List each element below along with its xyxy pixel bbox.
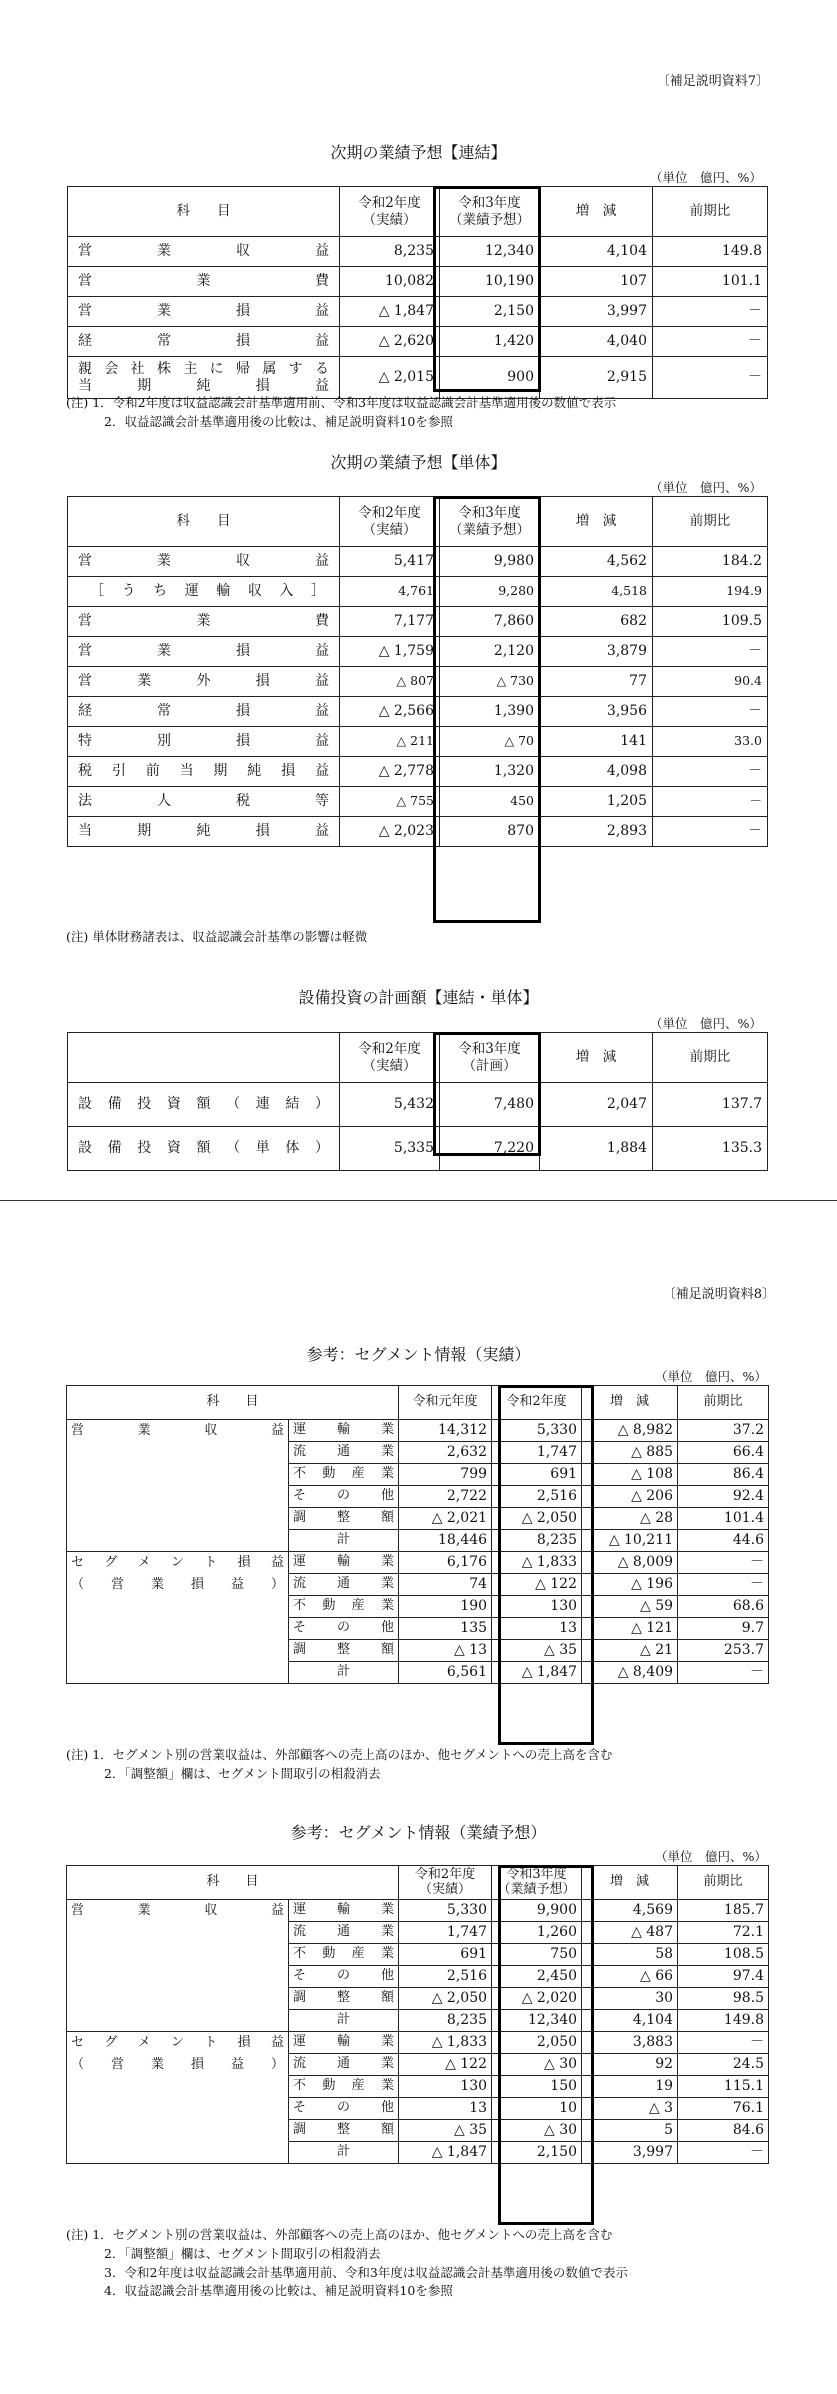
cell-value: △ 3	[582, 2098, 678, 2120]
cell-value: －	[678, 2032, 769, 2054]
table-row	[68, 297, 768, 327]
row-label: 営業収益	[68, 237, 340, 267]
cell-value: 2,150	[492, 2142, 582, 2164]
cell-value: 13	[399, 2098, 492, 2120]
cell-value: 682	[540, 607, 653, 637]
cell-value: 68.6	[678, 1596, 769, 1618]
cell-value: 77	[540, 667, 653, 697]
unit-label: （単位 億円、%）	[650, 1016, 762, 1031]
cell-value: △ 1,833	[492, 1552, 582, 1574]
cell-value: △ 8,009	[582, 1552, 678, 1574]
column-header: 令和2年度 （実績）	[340, 1033, 440, 1083]
cell-value: 4,562	[540, 547, 653, 577]
header-row	[68, 187, 768, 237]
group-label-line: セグメント損益	[71, 2035, 284, 2050]
cell-value: 3,879	[540, 637, 653, 667]
segment-label: 流通業	[289, 2054, 399, 2076]
capex-title: 設備投資の計画額【連結・単体】	[298, 988, 539, 1007]
column-header: 令和元年度	[399, 1386, 492, 1420]
segment-label: その他	[289, 1618, 399, 1640]
cell-value: △ 30	[492, 2120, 582, 2142]
cell-value: △ 59	[582, 1596, 678, 1618]
cell-value: 194.9	[653, 577, 768, 607]
table-row	[68, 637, 768, 667]
group-label	[67, 1420, 289, 1552]
cell-value: 1,884	[540, 1127, 653, 1171]
column-header: 令和2年度 （実績）	[340, 497, 440, 547]
cell-value: 19	[582, 2076, 678, 2098]
cell-value: 33.0	[653, 727, 768, 757]
cell-value: 7,220	[440, 1127, 540, 1171]
cell-value: 9,280	[440, 577, 540, 607]
cell-value: △ 196	[582, 1574, 678, 1596]
cell-value: 2,047	[540, 1083, 653, 1127]
table-row	[68, 787, 768, 817]
cell-value: 2,120	[440, 637, 540, 667]
table-row	[67, 1420, 769, 1442]
cell-value: △ 1,847	[492, 1662, 582, 1684]
segment-label: 調整額	[289, 1640, 399, 1662]
row-label: 営業損益	[68, 297, 340, 327]
cell-value: 9.7	[678, 1618, 769, 1640]
cell-value: 691	[492, 1464, 582, 1486]
segment-label: 流通業	[289, 1442, 399, 1464]
cell-value: △ 121	[582, 1618, 678, 1640]
cell-value: 137.7	[653, 1083, 768, 1127]
cell-value: －	[653, 357, 768, 399]
cell-value: 4,040	[540, 327, 653, 357]
cell-value: 30	[582, 1988, 678, 2010]
cell-value: △ 2,023	[340, 817, 440, 847]
segment-label: 運輸業	[289, 1900, 399, 1922]
cell-value: 1,205	[540, 787, 653, 817]
cell-value: 7,177	[340, 607, 440, 637]
cell-value: △ 8,982	[582, 1420, 678, 1442]
segment-label: 運輸業	[289, 2032, 399, 2054]
table-row	[68, 327, 768, 357]
cell-value: 5	[582, 2120, 678, 2142]
row-label: 法人税等	[68, 787, 340, 817]
group-label	[67, 1552, 289, 1684]
table-row	[68, 817, 768, 847]
cell-value: 253.7	[678, 1640, 769, 1662]
cell-value: 109.5	[653, 607, 768, 637]
table-row	[68, 357, 768, 399]
cell-value: 24.5	[678, 2054, 769, 2076]
cell-value: 870	[440, 817, 540, 847]
segment-label: 調整額	[289, 1988, 399, 2010]
cell-value: 12,340	[440, 237, 540, 267]
unit-label: （単位 億円、%）	[650, 480, 762, 495]
column-header: 前期比	[653, 1033, 768, 1083]
table-row	[68, 697, 768, 727]
table-row	[68, 667, 768, 697]
segment-actual-notes	[66, 1746, 612, 1784]
cell-value: 130	[492, 1596, 582, 1618]
column-header: 令和3年度 （計画）	[440, 1033, 540, 1083]
row-label-line: 親会社株主に帰属する	[78, 361, 329, 378]
cell-value: 9,980	[440, 547, 540, 577]
column-header: 増 減	[540, 497, 653, 547]
note-line: 2．「調整額」欄は、セグメント間取引の相殺消去	[104, 1765, 381, 1781]
row-label: ［うち運輸収入］	[68, 577, 340, 607]
cell-value: △ 807	[340, 667, 440, 697]
cell-value: －	[653, 817, 768, 847]
column-header: 増 減	[582, 1866, 678, 1900]
cell-value: 5,335	[340, 1127, 440, 1171]
segment-label: 流通業	[289, 1574, 399, 1596]
group-label-line: 営業収益	[71, 1903, 284, 1918]
cell-value: 101.4	[678, 1508, 769, 1530]
cell-value: 101.1	[653, 267, 768, 297]
cell-value: 4,761	[340, 577, 440, 607]
supplement-label: 〔補足説明資料8〕	[662, 1287, 775, 1302]
cell-value: △ 211	[340, 727, 440, 757]
cell-value: 141	[540, 727, 653, 757]
cell-value: △ 30	[492, 2054, 582, 2076]
header-row	[67, 1386, 769, 1420]
consolidated-title: 次期の業績予想【連結】	[330, 143, 507, 162]
column-header: 前期比	[678, 1866, 769, 1900]
page-separator	[0, 1200, 837, 1201]
segment-actual-table	[66, 1385, 769, 1684]
cell-value: 2,893	[540, 817, 653, 847]
cell-value: 8,235	[492, 1530, 582, 1552]
cell-value: －	[678, 1662, 769, 1684]
cell-value: －	[678, 1574, 769, 1596]
cell-value: 2,722	[399, 1486, 492, 1508]
segment-label: 流通業	[289, 1922, 399, 1944]
cell-value: 135	[399, 1618, 492, 1640]
segment-forecast-notes	[66, 2226, 628, 2301]
cell-value: 92	[582, 2054, 678, 2076]
cell-value: 5,330	[492, 1420, 582, 1442]
cell-value: －	[678, 1552, 769, 1574]
cell-value: 10,082	[340, 267, 440, 297]
note-line: 4．収益認識会計基準適用後の比較は、補足説明資料10を参照	[104, 2283, 453, 2299]
cell-value: △ 1,847	[340, 297, 440, 327]
cell-value: △ 28	[582, 1508, 678, 1530]
cell-value: △ 487	[582, 1922, 678, 1944]
cell-value: 8,235	[399, 2010, 492, 2032]
cell-value: 44.6	[678, 1530, 769, 1552]
column-header: 令和3年度 （業績予想）	[440, 497, 540, 547]
column-header: 令和2年度 （実績）	[340, 187, 440, 237]
group-label-line: 営業収益	[71, 1423, 284, 1438]
row-label: 税引前当期純損益	[68, 757, 340, 787]
supplement-label: 〔補足説明資料7〕	[656, 74, 769, 89]
standalone-title: 次期の業績予想【単体】	[330, 453, 507, 472]
note-line: (注) 1．令和2年度は収益認識会計基準適用前、令和3年度は収益認識会計基準適用後の数値で表示	[66, 395, 617, 410]
note-line: (注) 1．セグメント別の営業収益は、外部顧客への売上高のほか、他セグメントへの売上高を含む	[66, 1747, 613, 1762]
row-label: 経常損益	[68, 697, 340, 727]
row-label: 経常損益	[68, 327, 340, 357]
cell-value: 7,480	[440, 1083, 540, 1127]
column-header: 増 減	[540, 1033, 653, 1083]
column-header: 前期比	[653, 187, 768, 237]
cell-value: 7,860	[440, 607, 540, 637]
cell-value: 98.5	[678, 1988, 769, 2010]
cell-value: －	[653, 297, 768, 327]
row-label-line: 当期純損益	[78, 377, 329, 394]
table-row	[68, 267, 768, 297]
segment-forecast-title: 参考：セグメント情報（業績予想）	[290, 1823, 547, 1842]
cell-value: 2,450	[492, 1966, 582, 1988]
segment-label: 不動産業	[289, 2076, 399, 2098]
segment-label: その他	[289, 2098, 399, 2120]
cell-value: 76.1	[678, 2098, 769, 2120]
segment-label: 運輸業	[289, 1552, 399, 1574]
cell-value: 2,050	[492, 2032, 582, 2054]
cell-value: 74	[399, 1574, 492, 1596]
column-header: 科 目	[68, 497, 340, 547]
note-line: (注) 単体財務諸表は、収益認識会計基準の影響は軽微	[66, 929, 368, 944]
segment-label: その他	[289, 1486, 399, 1508]
cell-value: 72.1	[678, 1922, 769, 1944]
cell-value: 750	[492, 1944, 582, 1966]
cell-value: －	[653, 787, 768, 817]
cell-value: 1,320	[440, 757, 540, 787]
cell-value: △ 108	[582, 1464, 678, 1486]
table-row	[67, 1900, 769, 1922]
cell-value: －	[678, 2142, 769, 2164]
cell-value: △ 1,833	[399, 2032, 492, 2054]
cell-value: △ 122	[492, 1574, 582, 1596]
cell-value: 84.6	[678, 2120, 769, 2142]
cell-value: 149.8	[653, 237, 768, 267]
consolidated-notes	[66, 394, 616, 432]
table-row	[68, 1083, 768, 1127]
column-header: 令和3年度 （業績予想）	[440, 187, 540, 237]
cell-value: 1,747	[492, 1442, 582, 1464]
segment-label: 計	[289, 1530, 399, 1552]
cell-value: 2,516	[399, 1966, 492, 1988]
cell-value: 14,312	[399, 1420, 492, 1442]
group-label-line: セグメント損益	[71, 1555, 284, 1570]
cell-value: 190	[399, 1596, 492, 1618]
table-row	[68, 727, 768, 757]
cell-value: 107	[540, 267, 653, 297]
standalone-notes	[66, 928, 367, 947]
cell-value: 4,104	[540, 237, 653, 267]
cell-value: 115.1	[678, 2076, 769, 2098]
cell-value: 10	[492, 2098, 582, 2120]
table-row	[68, 237, 768, 267]
segment-label: その他	[289, 1966, 399, 1988]
group-label	[67, 1900, 289, 2032]
cell-value: 8,235	[340, 237, 440, 267]
row-label: 特別損益	[68, 727, 340, 757]
cell-value: 5,432	[340, 1083, 440, 1127]
cell-value: 37.2	[678, 1420, 769, 1442]
cell-value: 2,150	[440, 297, 540, 327]
cell-value: 184.2	[653, 547, 768, 577]
cell-value: 108.5	[678, 1944, 769, 1966]
row-label: 営業損益	[68, 637, 340, 667]
cell-value: 4,098	[540, 757, 653, 787]
cell-value: △ 2,021	[399, 1508, 492, 1530]
cell-value: 12,340	[492, 2010, 582, 2032]
cell-value: －	[653, 637, 768, 667]
consolidated-table	[67, 186, 768, 399]
cell-value: △ 1,759	[340, 637, 440, 667]
table-row	[67, 1552, 769, 1574]
cell-value: 2,632	[399, 1442, 492, 1464]
header-row	[68, 1033, 768, 1083]
cell-value: △ 8,409	[582, 1662, 678, 1684]
cell-value: △ 885	[582, 1442, 678, 1464]
table-row	[68, 757, 768, 787]
cell-value: △ 2,050	[492, 1508, 582, 1530]
cell-value: △ 35	[399, 2120, 492, 2142]
cell-value: 2,516	[492, 1486, 582, 1508]
row-label: 設備投資額（単体）	[68, 1127, 340, 1171]
cell-value: 5,417	[340, 547, 440, 577]
header-row	[67, 1866, 769, 1900]
cell-value: △ 21	[582, 1640, 678, 1662]
cell-value: －	[653, 327, 768, 357]
cell-value: 18,446	[399, 1530, 492, 1552]
column-header: 令和2年度	[492, 1386, 582, 1420]
cell-value: 450	[440, 787, 540, 817]
group-label-line: （営業損益）	[71, 1577, 284, 1592]
cell-value: 6,561	[399, 1662, 492, 1684]
cell-value: 185.7	[678, 1900, 769, 1922]
note-line: 3．令和2年度は収益認識会計基準適用前、令和3年度は収益認識会計基準適用後の数値で表示	[104, 2264, 628, 2280]
cell-value: 10,190	[440, 267, 540, 297]
cell-value: △ 2,778	[340, 757, 440, 787]
column-header: 前期比	[678, 1386, 769, 1420]
column-header: 令和2年度 （実績）	[399, 1866, 492, 1900]
cell-value: 691	[399, 1944, 492, 1966]
row-label	[68, 357, 340, 399]
unit-label: （単位 億円、%）	[655, 1849, 767, 1864]
cell-value: 1,390	[440, 697, 540, 727]
cell-value: 13	[492, 1618, 582, 1640]
cell-value: 3,956	[540, 697, 653, 727]
cell-value: △ 2,015	[340, 357, 440, 399]
cell-value: 1,420	[440, 327, 540, 357]
table-row	[68, 547, 768, 577]
column-header: 科 目	[68, 187, 340, 237]
cell-value: 3,997	[540, 297, 653, 327]
note-line: 2．収益認識会計基準適用後の比較は、補足説明資料10を参照	[104, 413, 453, 429]
cell-value: 5,330	[399, 1900, 492, 1922]
unit-label: （単位 億円、%）	[655, 1369, 767, 1384]
column-header: 科 目	[67, 1866, 399, 1900]
cell-value: 58	[582, 1944, 678, 1966]
row-label: 営業費	[68, 607, 340, 637]
column-header: 前期比	[653, 497, 768, 547]
segment-actual-title: 参考：セグメント情報（実績）	[306, 1345, 531, 1364]
cell-value: 900	[440, 357, 540, 399]
row-label: 営業収益	[68, 547, 340, 577]
segment-label: 不動産業	[289, 1464, 399, 1486]
cell-value: 4,518	[540, 577, 653, 607]
cell-value: －	[653, 757, 768, 787]
row-label: 営業外損益	[68, 667, 340, 697]
cell-value: 86.4	[678, 1464, 769, 1486]
header-row	[68, 497, 768, 547]
cell-value: △ 1,847	[399, 2142, 492, 2164]
cell-value: 97.4	[678, 1966, 769, 1988]
column-header: 科 目	[67, 1386, 399, 1420]
cell-value: △ 70	[440, 727, 540, 757]
cell-value: △ 2,620	[340, 327, 440, 357]
row-label: 営業費	[68, 267, 340, 297]
row-label: 当期純損益	[68, 817, 340, 847]
cell-value: 799	[399, 1464, 492, 1486]
table-row	[68, 607, 768, 637]
note-line: 2．「調整額」欄は、セグメント間取引の相殺消去	[104, 2245, 381, 2261]
cell-value: △ 122	[399, 2054, 492, 2076]
standalone-table	[67, 496, 768, 847]
cell-value: 2,915	[540, 357, 653, 399]
table-row	[68, 1127, 768, 1171]
cell-value: △ 2,566	[340, 697, 440, 727]
column-header: 増 減	[582, 1386, 678, 1420]
segment-label: 運輸業	[289, 1420, 399, 1442]
cell-value: 9,900	[492, 1900, 582, 1922]
segment-label: 不動産業	[289, 1596, 399, 1618]
cell-value: △ 2,020	[492, 1988, 582, 2010]
cell-value: 6,176	[399, 1552, 492, 1574]
unit-label: （単位 億円、%）	[650, 170, 762, 185]
cell-value: 4,104	[582, 2010, 678, 2032]
group-label	[67, 2032, 289, 2164]
capex-table	[67, 1032, 768, 1171]
cell-value: △ 35	[492, 1640, 582, 1662]
cell-value: 3,997	[582, 2142, 678, 2164]
column-header: 令和3年度 （業績予想）	[492, 1866, 582, 1900]
row-label: 設備投資額（連結）	[68, 1083, 340, 1127]
cell-value: 1,260	[492, 1922, 582, 1944]
cell-value: 3,883	[582, 2032, 678, 2054]
segment-label: 不動産業	[289, 1944, 399, 1966]
cell-value: △ 730	[440, 667, 540, 697]
cell-value: 66.4	[678, 1442, 769, 1464]
segment-forecast-table	[66, 1865, 769, 2164]
cell-value: 130	[399, 2076, 492, 2098]
cell-value: △ 206	[582, 1486, 678, 1508]
cell-value: －	[653, 697, 768, 727]
column-header	[68, 1033, 340, 1083]
segment-label: 調整額	[289, 1508, 399, 1530]
cell-value: 149.8	[678, 2010, 769, 2032]
cell-value: 1,747	[399, 1922, 492, 1944]
cell-value: 4,569	[582, 1900, 678, 1922]
cell-value: △ 10,211	[582, 1530, 678, 1552]
cell-value: △ 13	[399, 1640, 492, 1662]
cell-value: △ 66	[582, 1966, 678, 1988]
cell-value: △ 2,050	[399, 1988, 492, 2010]
cell-value: 90.4	[653, 667, 768, 697]
note-line: (注) 1．セグメント別の営業収益は、外部顧客への売上高のほか、他セグメントへの売上高を含む	[66, 2227, 613, 2242]
cell-value: 92.4	[678, 1486, 769, 1508]
segment-label: 調整額	[289, 2120, 399, 2142]
group-label-line: （営業損益）	[71, 2057, 284, 2072]
segment-label: 計	[289, 2010, 399, 2032]
cell-value: 150	[492, 2076, 582, 2098]
table-row	[68, 577, 768, 607]
segment-label: 計	[289, 1662, 399, 1684]
cell-value: △ 755	[340, 787, 440, 817]
segment-label: 計	[289, 2142, 399, 2164]
cell-value: 135.3	[653, 1127, 768, 1171]
table-row	[67, 2032, 769, 2054]
column-header: 増 減	[540, 187, 653, 237]
